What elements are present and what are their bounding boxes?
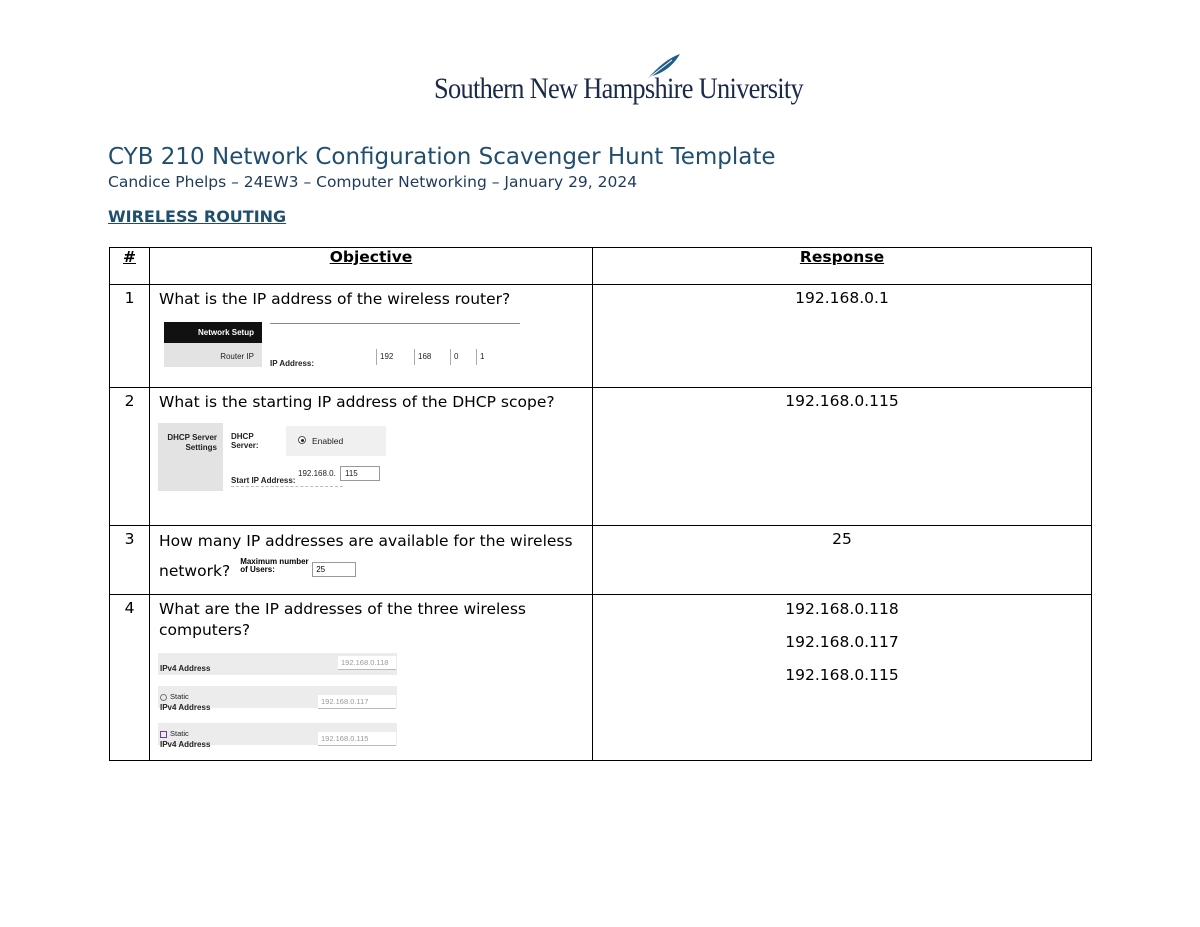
- start-ip-label: Start IP Address:: [231, 476, 296, 485]
- table-header-row: [110, 248, 1092, 285]
- ipv4-screenshot: [158, 653, 398, 753]
- table-row: [110, 526, 1092, 595]
- row-objective: [150, 595, 593, 761]
- ipv4-label: IPv4 Address: [160, 664, 211, 673]
- objective-text: What is the IP address of the wireless router?: [159, 290, 511, 308]
- max-users-label: Maximum number of Users:: [240, 556, 309, 574]
- ipv4-value: 192.168.0.115: [318, 732, 396, 746]
- row-number: 1: [110, 285, 150, 388]
- divider: [270, 323, 520, 324]
- dhcp-screenshot: [158, 423, 398, 493]
- university-logo: [434, 52, 804, 108]
- dhcp-server-label: DHCP Server:: [231, 432, 259, 450]
- table-row: [110, 388, 1092, 526]
- ipv4-value: 192.168.0.117: [318, 695, 396, 709]
- start-ip-input: 115: [340, 466, 380, 481]
- response-line: 192.168.0.115: [785, 666, 899, 684]
- scavenger-hunt-table: [109, 247, 1092, 761]
- octet-2: 168: [414, 349, 449, 365]
- octet-4: 1: [476, 349, 514, 365]
- page-title: CYB 210 Network Configuration Scavenger Hunt Template: [108, 144, 776, 170]
- row-response: [593, 595, 1092, 761]
- ipv4-label: IPv4 Address: [160, 703, 211, 712]
- row-response: 25: [593, 526, 1092, 595]
- row-objective: [150, 285, 593, 388]
- max-users-screenshot: [238, 556, 358, 582]
- router-ip-side-label: Router IP: [164, 343, 262, 367]
- row-objective: [150, 526, 593, 595]
- response-line: 192.168.0.117: [785, 633, 899, 651]
- row-number: 4: [110, 595, 150, 761]
- feather-icon: [642, 52, 682, 82]
- row-objective: [150, 388, 593, 526]
- router-ip-screenshot: [164, 316, 524, 372]
- header-objective: Objective: [150, 248, 593, 285]
- ipv4-value: 192.168.0.118: [338, 656, 396, 670]
- table-row: [110, 595, 1092, 761]
- start-ip-prefix: 192.168.0.: [298, 469, 336, 478]
- row-response: 192.168.0.1: [593, 285, 1092, 388]
- ipv4-label: IPv4 Address: [160, 740, 211, 749]
- objective-text: What are the IP addresses of the three wireless computers?: [159, 600, 526, 639]
- row-number: 2: [110, 388, 150, 526]
- max-users-input: 25: [312, 562, 356, 577]
- page-subtitle: Candice Phelps – 24EW3 – Computer Networking – January 29, 2024: [108, 173, 638, 191]
- response-line: 192.168.0.118: [785, 600, 899, 618]
- section-heading: WIRELESS ROUTING: [108, 207, 287, 226]
- octet-1: 192: [376, 349, 411, 365]
- network-setup-label: Network Setup: [164, 322, 262, 343]
- table-row: [110, 285, 1092, 388]
- static-label: Static: [170, 692, 189, 701]
- dhcp-side-label: DHCP Server Settings: [158, 423, 223, 491]
- objective-text: How many IP addresses are available for the wireless network?: [159, 532, 573, 580]
- row-number: 3: [110, 526, 150, 595]
- row-response: 192.168.0.115: [593, 388, 1092, 526]
- static-label: Static: [170, 729, 189, 738]
- logo-text: Southern New Hampshire University: [434, 72, 804, 105]
- header-response: Response: [593, 248, 1092, 285]
- ip-address-label: IP Address:: [270, 359, 315, 368]
- objective-text-with-shot: [159, 526, 584, 586]
- radio-selected-icon: [298, 436, 306, 444]
- header-number: #: [110, 248, 150, 285]
- octet-3: 0: [450, 349, 480, 365]
- objective-text: What is the starting IP address of the DHCP scope?: [159, 393, 555, 411]
- dhcp-enabled-option: [286, 426, 386, 456]
- enabled-label: Enabled: [312, 436, 344, 446]
- cropped-edge: [231, 486, 343, 491]
